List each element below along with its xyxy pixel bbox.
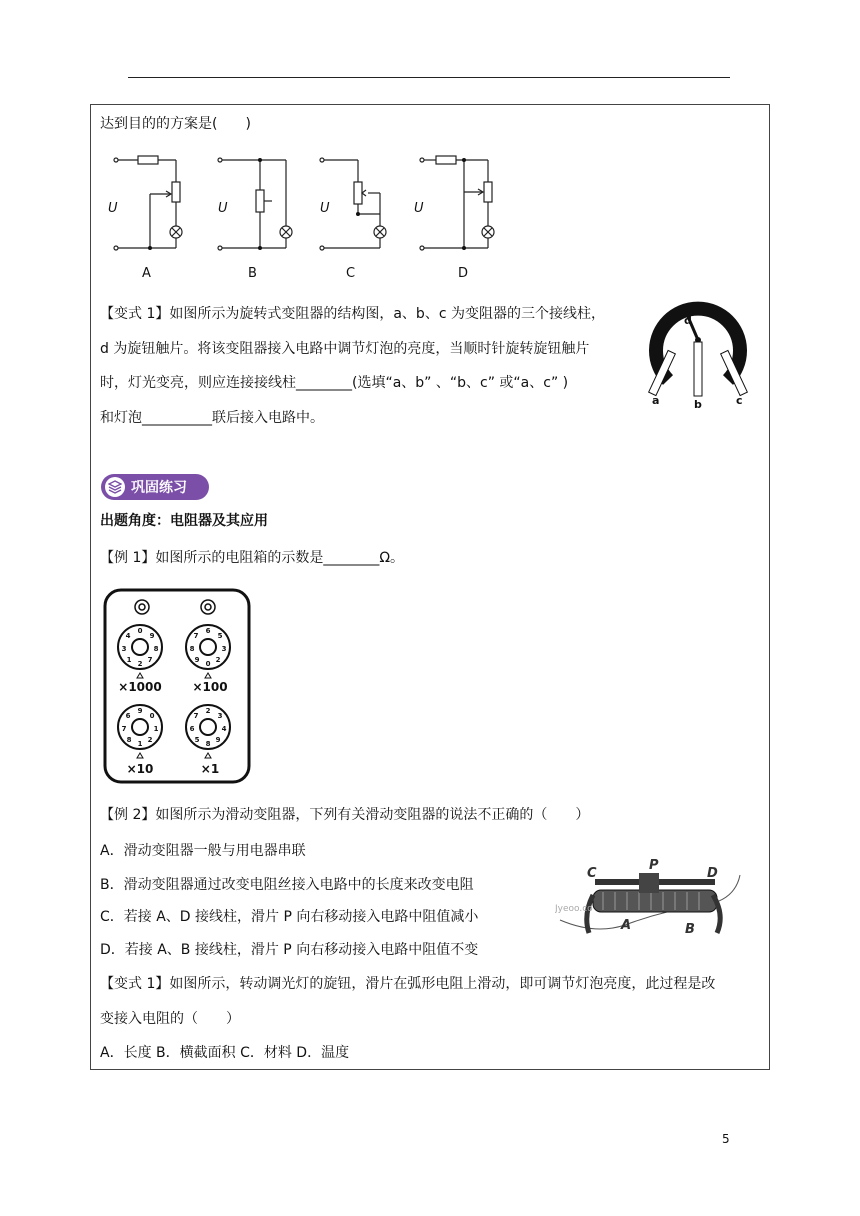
- bianshi2-line2: 变接入电阻的（ ）: [100, 1011, 240, 1027]
- label-u: U: [218, 201, 228, 216]
- svg-text:8: 8: [189, 645, 195, 653]
- svg-text:0: 0: [149, 712, 155, 720]
- watermark: Jyeoo.co: [555, 904, 593, 914]
- section-badge-label: 巩固练习: [131, 480, 187, 496]
- svg-text:7: 7: [121, 725, 127, 733]
- svg-text:2: 2: [137, 660, 143, 668]
- svg-text:7: 7: [147, 656, 153, 664]
- example2-text: 【例 2】如图所示为滑动变阻器，下列有关滑动变阻器的说法不正确的（ ）: [100, 807, 590, 823]
- terminal-c-label: c: [736, 394, 743, 407]
- slider-p-label: P: [649, 858, 659, 873]
- svg-text:8: 8: [205, 740, 211, 748]
- svg-text:0: 0: [205, 660, 211, 668]
- svg-text:2: 2: [147, 736, 153, 744]
- label-u: U: [414, 201, 424, 216]
- multiplier-1: ×1: [200, 762, 220, 776]
- terminal-a-label: A: [621, 918, 632, 933]
- question-angle: 出题角度：电阻器及其应用: [100, 513, 268, 529]
- svg-text:4: 4: [221, 725, 227, 733]
- svg-text:3: 3: [217, 712, 223, 720]
- example2-option-d: D．若接 A、B 接线柱，滑片 P 向右移动接入电路中阻值不变: [100, 942, 479, 958]
- multiplier-1000: ×1000: [118, 680, 162, 694]
- svg-text:8: 8: [126, 736, 132, 744]
- svg-text:1: 1: [153, 725, 159, 733]
- section-badge: [101, 474, 209, 500]
- terminal-d-label: d: [684, 314, 692, 327]
- svg-text:9: 9: [215, 736, 221, 744]
- terminal-d-label: D: [707, 866, 718, 881]
- terminal-b-label: b: [694, 398, 702, 410]
- svg-text:8: 8: [153, 645, 159, 653]
- example2-option-c: C．若接 A、D 接线柱，滑片 P 向右移动接入电路中阻值减小: [100, 909, 479, 925]
- svg-text:7: 7: [193, 712, 199, 720]
- svg-text:4: 4: [125, 632, 131, 640]
- svg-text:2: 2: [205, 707, 211, 715]
- svg-text:2: 2: [215, 656, 221, 664]
- example2-option-b: B．滑动变阻器通过改变电阻丝接入电路中的长度来改变电阻: [100, 877, 474, 893]
- terminal-a-label: a: [652, 394, 660, 407]
- bianshi2-line1: 【变式 1】如图所示，转动调光灯的旋钮，滑片在弧形电阻上滑动，即可调节灯泡亮度，此过程是改: [100, 976, 716, 992]
- option-label: A: [142, 266, 151, 281]
- svg-text:6: 6: [189, 725, 195, 733]
- question-tail: 达到目的的方案是( ): [100, 116, 251, 132]
- example2-option-a: A．滑动变阻器一般与用电器串联: [100, 843, 306, 859]
- option-label: D: [458, 266, 469, 281]
- svg-text:3: 3: [121, 645, 127, 653]
- bianshi2-options: A．长度 B．横截面积 C．材料 D．温度: [100, 1045, 350, 1061]
- svg-text:1: 1: [137, 740, 143, 748]
- label-u: U: [320, 201, 330, 216]
- header-rule: [128, 77, 730, 78]
- bianshi1-line2: d 为旋钮触片。将该变阻器接入电路中调节灯泡的亮度，当顺时针旋转旋钮触片: [100, 341, 590, 357]
- svg-text:7: 7: [193, 632, 199, 640]
- terminal-b-label: B: [685, 922, 695, 937]
- rotary-resistor-figure: [648, 290, 748, 410]
- svg-text:9: 9: [149, 632, 155, 640]
- layers-icon: [105, 477, 125, 497]
- page-number: 5: [722, 1132, 730, 1146]
- bianshi1-line3: 时，灯光变亮，则应连接接线柱________(选填“a、b” 、“b、c” 或“a、c” ): [100, 375, 569, 391]
- example1-text: 【例 1】如图所示的电阻箱的示数是________Ω。: [100, 550, 405, 566]
- svg-text:9: 9: [194, 656, 200, 664]
- multiplier-100: ×100: [192, 680, 228, 694]
- terminal-c-label: C: [587, 866, 597, 881]
- label-u: U: [108, 201, 118, 216]
- option-label: C: [346, 266, 356, 281]
- option-label: B: [248, 266, 257, 281]
- svg-text:5: 5: [217, 632, 223, 640]
- bianshi1-line4: 和灯泡__________联后接入电路中。: [100, 410, 324, 426]
- svg-text:6: 6: [205, 627, 211, 635]
- svg-text:3: 3: [221, 645, 227, 653]
- svg-text:5: 5: [194, 736, 200, 744]
- svg-text:9: 9: [137, 707, 143, 715]
- resistance-box-figure: [102, 587, 252, 785]
- sliding-rheostat-figure: [555, 855, 745, 940]
- multiplier-10: ×10: [126, 762, 154, 776]
- svg-text:6: 6: [125, 712, 131, 720]
- svg-text:1: 1: [126, 656, 132, 664]
- circuit-diagrams: [100, 140, 520, 285]
- svg-text:0: 0: [137, 627, 143, 635]
- bianshi1-line1: 【变式 1】如图所示为旋转式变阻器的结构图，a、b、c 为变阻器的三个接线柱，: [100, 306, 605, 322]
